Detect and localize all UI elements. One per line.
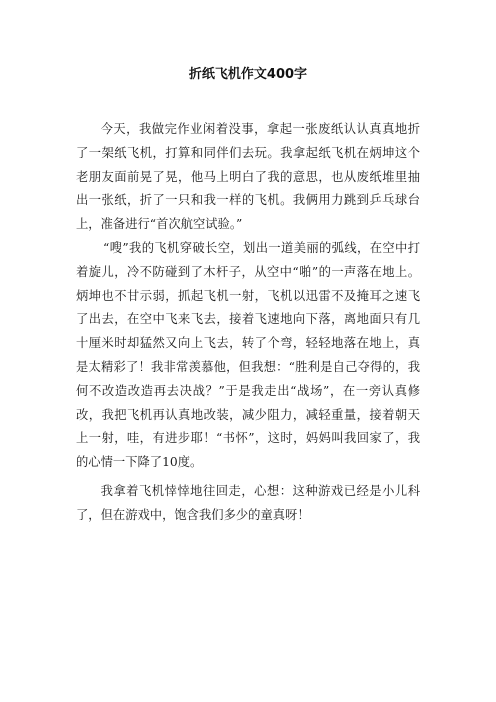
paragraph-3: 我拿着飞机悻悻地往回走，心想：这种游戏已经是小儿科了，但在游戏中，饱含我们多少的童真呀！ (76, 483, 420, 522)
paragraph-1: 今天，我做完作业闲着没事，拿起一张废纸认认真真地折了一架纸飞机，打算和同伴们去玩。我拿起纸飞机在炳坤这个老朋友面前晃了晃，他马上明白了我的意思，也从废纸堆里抽出一张纸，折了一只和我一样的飞机。我俩用力跳到乒乓球台上，准备进行“首次航空试验。” (76, 122, 420, 232)
document-title: 折纸飞机作文400字 (188, 67, 308, 82)
paragraph-2: “嗖”我的飞机穿破长空，划出一道美丽的弧线，在空中打着旋儿，冷不防碰到了木杆子，从空中“啪”的一声落在地上。炳坤也不甘示弱，抓起飞机一射，飞机以迅雷不及掩耳之速飞了出去，在空中飞来飞去，接着飞速地向下落，离地面只有几十厘米时却猛然又向上飞去，转了个弯，轻轻地落在地上，真是太精彩了！我非常羡慕他，但我想：“胜利是自己夺得的，我何不改造改造再去决战？”于是我走出“战场”，在一旁认真修改，我把飞机再认真地改装，减少阻力，减轻重量，接着朝天上一射，哇，有进步耶！“书怀”，这时，妈妈叫我回家了，我的心情一下降了10度。 (76, 240, 420, 470)
document-body (76, 118, 420, 528)
